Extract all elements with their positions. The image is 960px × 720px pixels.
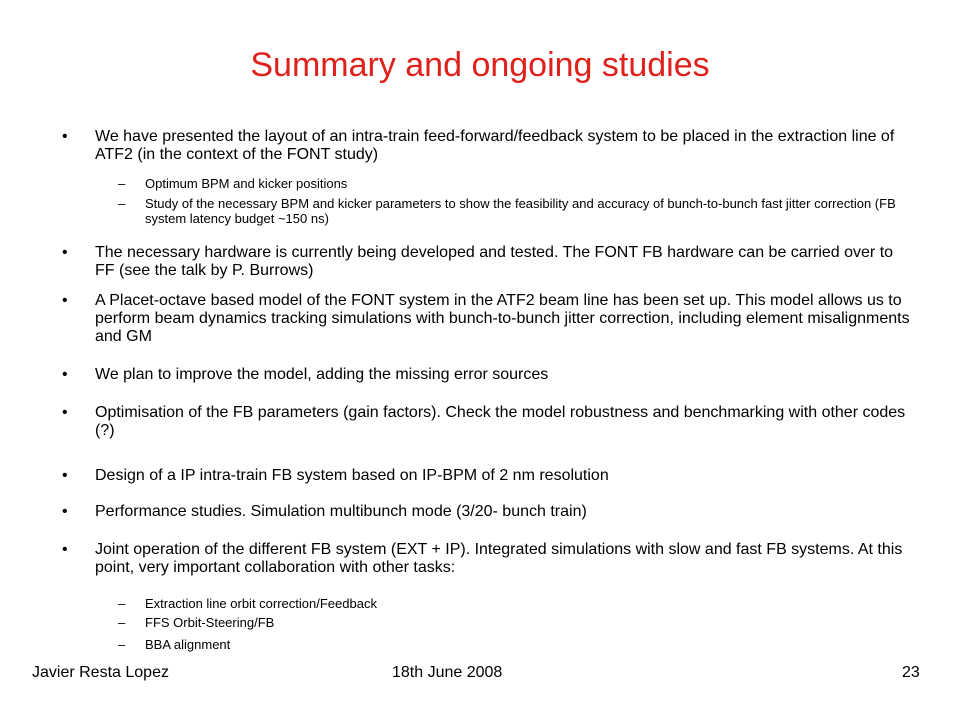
bullet-icon: •: [62, 128, 68, 145]
sub-item: [118, 615, 908, 630]
bullet-item: [62, 366, 912, 384]
bullet-icon: •: [62, 404, 68, 421]
sub-item: [118, 196, 908, 226]
bullet-item: [62, 404, 912, 440]
sub-item: [118, 176, 908, 191]
bullet-text: Optimisation of the FB parameters (gain factors). Check the model robustness and benchmarking with other codes (?): [95, 404, 906, 439]
bullet-text: Design of a IP intra-train FB system based on IP-BPM of 2 nm resolution: [95, 467, 609, 484]
footer-author: Javier Resta Lopez: [32, 664, 169, 681]
bullet-text: Joint operation of the different FB system (EXT + IP). Integrated simulations with slow and fast FB systems. At this point, very important collaboration with other tasks:: [95, 541, 903, 576]
sub-text: Extraction line orbit correction/Feedback: [145, 596, 377, 611]
bullet-text: Performance studies. Simulation multibunch mode (3/20- bunch train): [95, 503, 587, 520]
bullet-text: A Placet-octave based model of the FONT system in the ATF2 beam line has been set up. This model allows us to perform beam dynamics tracking simulations with bunch-to-bunch jitter correction, including element misalignments and GM: [95, 292, 910, 345]
dash-icon: –: [118, 615, 126, 630]
dash-icon: –: [118, 637, 126, 652]
bullet-item: [62, 467, 912, 485]
bullet-item: [62, 541, 912, 577]
bullet-icon: •: [62, 292, 68, 309]
sub-item: [118, 637, 908, 652]
bullet-icon: •: [62, 467, 68, 484]
footer-date: 18th June 2008: [392, 664, 503, 681]
bullet-item: [62, 128, 912, 164]
dash-icon: –: [118, 596, 126, 611]
bullet-item: [62, 503, 912, 521]
slide-title: Summary and ongoing studies: [250, 46, 710, 84]
bullet-item: [62, 292, 912, 346]
sub-text: Optimum BPM and kicker positions: [145, 176, 348, 191]
bullet-icon: •: [62, 503, 68, 520]
bullet-text: The necessary hardware is currently being developed and tested. The FONT FB hardware can be carried over to FF (see the talk by P. Burrows): [95, 244, 894, 279]
sub-text: FFS Orbit-Steering/FB: [145, 615, 275, 630]
bullet-icon: •: [62, 366, 68, 383]
bullet-text: We have presented the layout of an intra-train feed-forward/feedback system to be placed in the extraction line of ATF2 (in the context of the FONT study): [95, 128, 895, 163]
footer-page-number: 23: [902, 664, 920, 681]
sub-text: BBA alignment: [145, 637, 231, 652]
sub-text: Study of the necessary BPM and kicker parameters to show the feasibility and accuracy of bunch-to-bunch fast jitter correction (FB system latency budget ~150 ns): [145, 196, 896, 226]
bullet-text: We plan to improve the model, adding the missing error sources: [95, 366, 549, 383]
dash-icon: –: [118, 196, 126, 211]
dash-icon: –: [118, 176, 126, 191]
bullet-icon: •: [62, 244, 68, 261]
sub-item: [118, 596, 908, 611]
bullet-icon: •: [62, 541, 68, 558]
bullet-item: [62, 244, 912, 280]
